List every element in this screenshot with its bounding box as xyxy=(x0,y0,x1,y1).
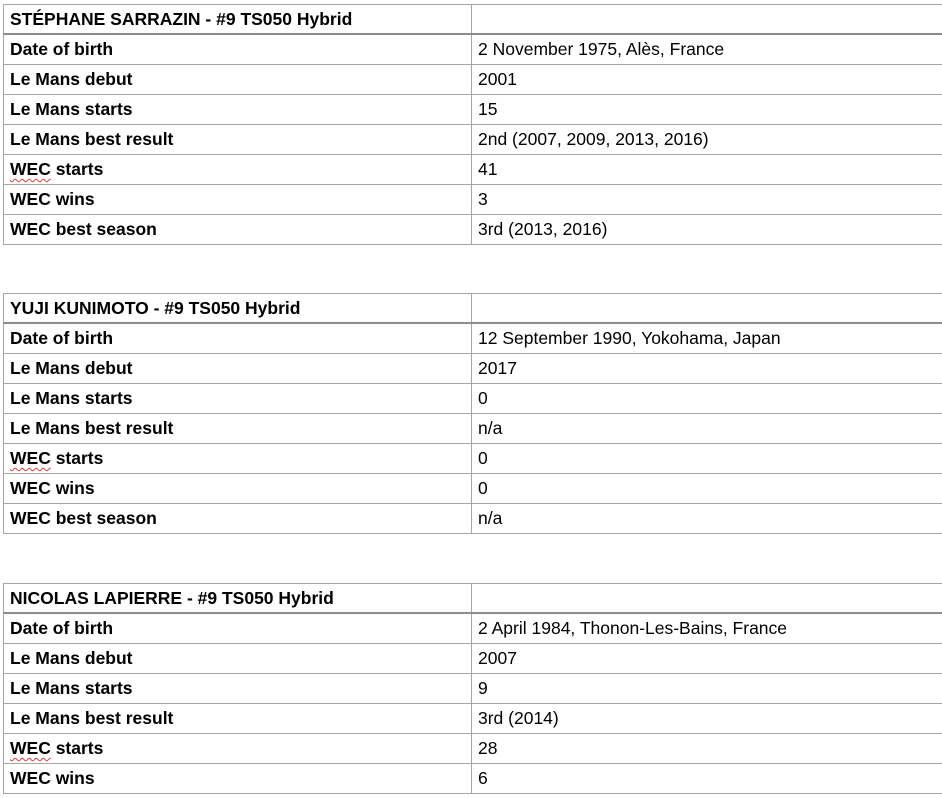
spellcheck-word: WEC xyxy=(10,159,51,179)
table-header-row xyxy=(4,294,942,324)
row-value[interactable]: 12 September 1990, Yokohama, Japan xyxy=(472,323,942,354)
table-row xyxy=(4,384,942,414)
row-label[interactable]: WEC best season xyxy=(4,215,472,245)
table-row xyxy=(4,95,942,125)
header-empty-cell[interactable] xyxy=(472,5,942,35)
table-row xyxy=(4,323,942,354)
driver-name-header[interactable]: YUJI KUNIMOTO - #9 TS050 Hybrid xyxy=(4,294,472,324)
table-row xyxy=(4,155,942,185)
table-row xyxy=(4,185,942,215)
spellcheck-word: WEC xyxy=(10,738,51,758)
row-value[interactable]: 0 xyxy=(472,384,942,414)
row-value[interactable]: 6 xyxy=(472,764,942,794)
table-row xyxy=(4,644,942,674)
table-row xyxy=(4,414,942,444)
spellcheck-word: WEC xyxy=(10,448,51,468)
table-row xyxy=(4,215,942,245)
row-label[interactable]: WEC starts xyxy=(4,155,472,185)
driver-name-header[interactable]: STÉPHANE SARRAZIN - #9 TS050 Hybrid xyxy=(4,5,472,35)
row-value[interactable]: 2007 xyxy=(472,644,942,674)
row-label[interactable]: Le Mans starts xyxy=(4,384,472,414)
row-label[interactable]: Date of birth xyxy=(4,323,472,354)
row-value[interactable]: 0 xyxy=(472,474,942,504)
row-label[interactable]: Date of birth xyxy=(4,613,472,644)
table-row xyxy=(4,504,942,534)
driver-table-lapierre xyxy=(3,583,942,794)
row-value[interactable]: 3rd (2014) xyxy=(472,704,942,734)
row-value[interactable]: 3 xyxy=(472,185,942,215)
row-label[interactable]: Le Mans debut xyxy=(4,644,472,674)
table-row xyxy=(4,704,942,734)
row-label[interactable]: Le Mans debut xyxy=(4,65,472,95)
row-value[interactable]: n/a xyxy=(472,504,942,534)
row-value[interactable]: 28 xyxy=(472,734,942,764)
table-row xyxy=(4,444,942,474)
row-value[interactable]: 2001 xyxy=(472,65,942,95)
header-empty-cell[interactable] xyxy=(472,584,942,614)
table-row xyxy=(4,764,942,794)
row-label[interactable]: Le Mans debut xyxy=(4,354,472,384)
row-value[interactable]: 15 xyxy=(472,95,942,125)
row-label[interactable]: Le Mans best result xyxy=(4,704,472,734)
row-label[interactable]: Le Mans best result xyxy=(4,414,472,444)
header-empty-cell[interactable] xyxy=(472,294,942,324)
row-label[interactable]: Le Mans starts xyxy=(4,95,472,125)
table-row xyxy=(4,125,942,155)
row-value[interactable]: 41 xyxy=(472,155,942,185)
row-label[interactable]: WEC wins xyxy=(4,764,472,794)
row-value[interactable]: 2 April 1984, Thonon-Les-Bains, France xyxy=(472,613,942,644)
driver-name-header[interactable]: NICOLAS LAPIERRE - #9 TS050 Hybrid xyxy=(4,584,472,614)
table-row xyxy=(4,674,942,704)
driver-table-kunimoto xyxy=(3,293,942,534)
row-value[interactable]: 2nd (2007, 2009, 2013, 2016) xyxy=(472,125,942,155)
table-header-row xyxy=(4,5,942,35)
driver-table-sarrazin xyxy=(3,4,942,245)
table-row xyxy=(4,474,942,504)
row-label[interactable]: Le Mans best result xyxy=(4,125,472,155)
row-value[interactable]: n/a xyxy=(472,414,942,444)
table-row xyxy=(4,65,942,95)
table-row xyxy=(4,34,942,65)
row-label[interactable]: WEC wins xyxy=(4,185,472,215)
row-value[interactable]: 9 xyxy=(472,674,942,704)
row-label[interactable]: WEC starts xyxy=(4,734,472,764)
table-row xyxy=(4,354,942,384)
row-value[interactable]: 0 xyxy=(472,444,942,474)
row-value[interactable]: 3rd (2013, 2016) xyxy=(472,215,942,245)
row-label[interactable]: Le Mans starts xyxy=(4,674,472,704)
row-label[interactable]: WEC best season xyxy=(4,504,472,534)
row-label[interactable]: WEC wins xyxy=(4,474,472,504)
table-header-row xyxy=(4,584,942,614)
row-label[interactable]: WEC starts xyxy=(4,444,472,474)
table-row xyxy=(4,734,942,764)
row-value[interactable]: 2 November 1975, Alès, France xyxy=(472,34,942,65)
table-row xyxy=(4,613,942,644)
row-label[interactable]: Date of birth xyxy=(4,34,472,65)
row-value[interactable]: 2017 xyxy=(472,354,942,384)
